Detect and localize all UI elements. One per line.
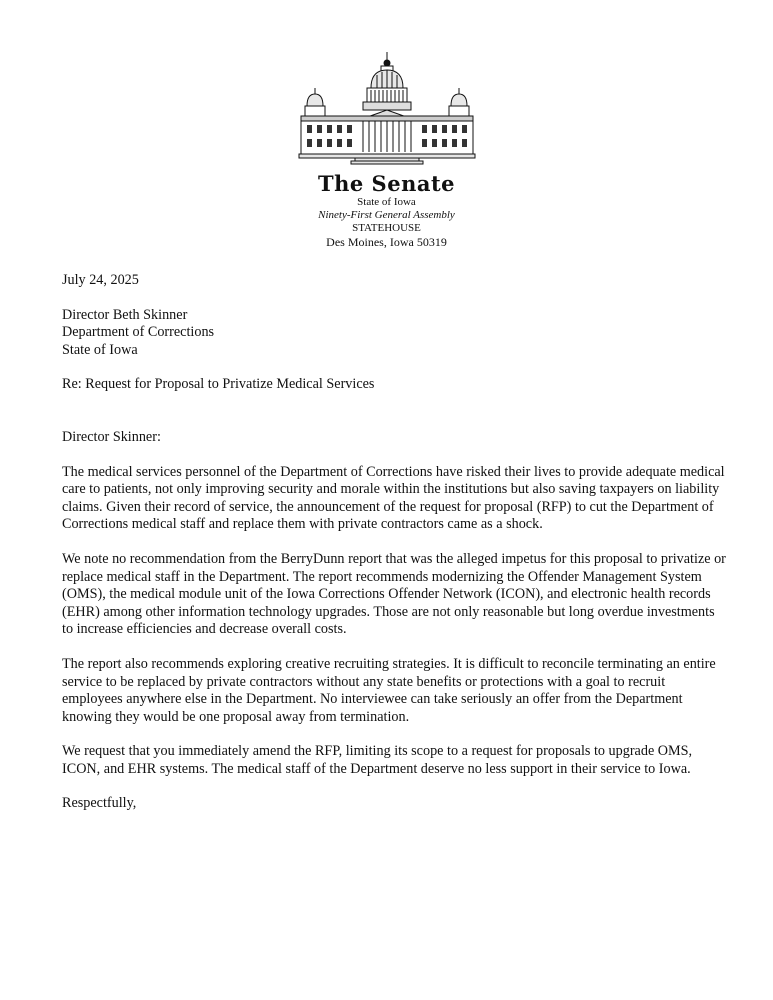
closing: Respectfully, xyxy=(62,795,137,812)
salutation: Director Skinner: xyxy=(62,428,161,445)
letter-body xyxy=(62,272,727,813)
subject-line: Re: Request for Proposal to Privatize Medical Services xyxy=(62,376,375,393)
capitol-building-illustration xyxy=(297,48,477,168)
recipient-department: Department of Corrections xyxy=(62,324,215,341)
letterhead-city: Des Moines, Iowa 50319 xyxy=(326,235,447,249)
letterhead-state: State of Iowa xyxy=(357,196,416,208)
chamber-name: The Senate xyxy=(317,171,456,196)
letter-date: July 24, 2025 xyxy=(62,272,139,288)
letterhead-assembly: Ninety-First General Assembly xyxy=(318,209,455,221)
letterhead-building: STATEHOUSE xyxy=(352,222,421,234)
body-paragraph: The report also recommends exploring creative recruiting strategies. It is difficult to reconcile terminating an entire service to be replaced by private contractors without any state benefits or protections with a goal to recruit employees anywhere else in the Department. No interviewee can take seriously an offer from the Department knowing they would be one proposal away from termination. xyxy=(62,655,716,725)
body-paragraph: The medical services personnel of the Department of Corrections have risked their lives to provide adequate medical care to patients, not only improving security and morale within the institutions but also saving taxpayers on liability claims. Given their record of service, the announcement of the request for proposal (RFP) to cut the Department of Corrections medical staff and replace them with private contractors came as a shock. xyxy=(62,463,725,533)
body-paragraph: We note no recommendation from the BerryDunn report that was the alleged impetus for this proposal to privatize or replace medical staff in the Department. The report recommends modernizing the Offender Management System (OMS), the medical module unit of the Iowa Corrections Offender Network (ICON), and electronic health records (EHR) among other information technology upgrades. Those are not only reasonable but long overdue investments to increase efficiencies and decrease overall costs. xyxy=(62,550,726,638)
body-paragraph: We request that you immediately amend the RFP, limiting its scope to a request for proposals to upgrade OMS, ICON, and EHR systems. The medical staff of the Department deserve no less support in their service to Iowa. xyxy=(62,743,693,777)
recipient-state: State of Iowa xyxy=(62,341,138,358)
letterhead xyxy=(0,48,773,250)
recipient-block xyxy=(62,307,727,360)
recipient-name: Director Beth Skinner xyxy=(62,306,188,323)
